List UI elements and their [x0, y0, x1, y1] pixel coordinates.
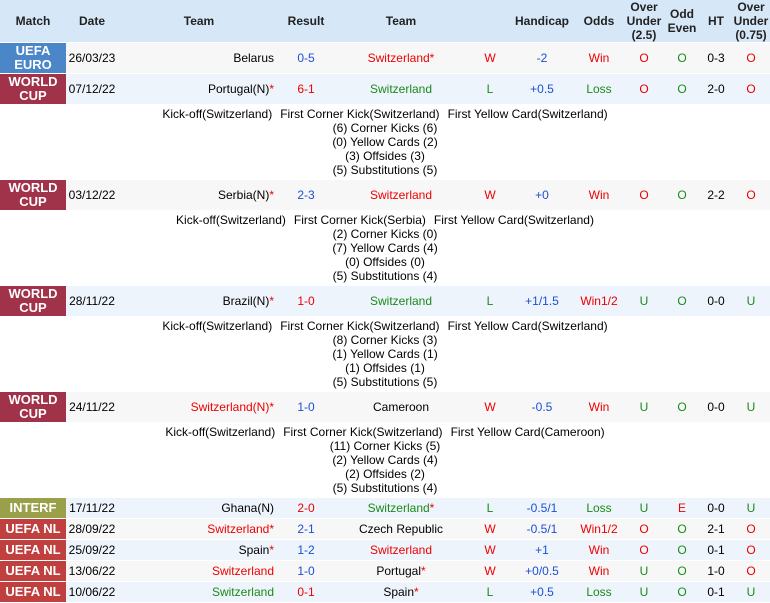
home-team-name: Switzerland [207, 522, 270, 536]
over-under-2-result: O [732, 43, 770, 74]
home-team-name: Switzerland [211, 564, 274, 578]
match-stat-line: (0) Offsides (0) [345, 255, 425, 269]
match-stats-block [0, 425, 770, 495]
half-time-score: 0-1 [700, 582, 732, 603]
header-row [0, 0, 770, 43]
match-first-event: First Corner Kick(Switzerland) [280, 319, 440, 333]
match-stat-line: (7) Yellow Cards (4) [332, 241, 438, 255]
away-star-marker: * [414, 585, 419, 599]
header-over-under: Over Under (2.5) [624, 0, 664, 43]
away-team-name: Switzerland [369, 294, 433, 308]
match-stat-line: (5) Substitutions (5) [332, 375, 438, 389]
header-over-under-2: Over Under (0.75) [733, 0, 769, 42]
match-date: 28/09/22 [66, 519, 118, 540]
handicap-value: -2 [510, 43, 574, 74]
win-loss-indicator: W [470, 540, 510, 561]
match-stats [66, 105, 770, 180]
away-team[interactable] [332, 392, 470, 423]
away-star-marker: * [429, 51, 435, 65]
over-under-2-result: O [732, 180, 770, 211]
odd-even-result: O [664, 582, 700, 603]
handicap-value: +0 [510, 180, 574, 211]
match-row[interactable] [0, 561, 770, 582]
home-team[interactable] [118, 180, 280, 211]
odds-result: Win [574, 43, 624, 74]
odd-even-result: O [664, 43, 700, 74]
match-score[interactable]: 0-1 [280, 582, 332, 603]
match-stat-line: (1) Yellow Cards (1) [332, 347, 438, 361]
match-row[interactable] [0, 582, 770, 603]
match-stat-line: (5) Substitutions (4) [332, 481, 438, 495]
match-date: 24/11/22 [66, 392, 118, 423]
match-stats [66, 317, 770, 392]
home-team[interactable] [118, 498, 280, 519]
away-team[interactable] [332, 498, 470, 519]
match-stat-line: (6) Corner Kicks (6) [332, 121, 438, 135]
home-team-name: Spain [238, 543, 270, 557]
over-under-2-result: O [732, 74, 770, 105]
away-star-marker: * [421, 564, 426, 578]
odd-even-result: O [664, 392, 700, 423]
match-firsts [0, 213, 770, 227]
over-under-result: U [624, 582, 664, 603]
over-under-result: O [624, 74, 664, 105]
match-date: 28/11/22 [66, 286, 118, 317]
away-team[interactable] [332, 286, 470, 317]
match-row[interactable] [0, 540, 770, 561]
match-date: 25/09/22 [66, 540, 118, 561]
half-time-score: 2-0 [700, 74, 732, 105]
match-firsts [0, 319, 770, 333]
odd-even-result: O [664, 519, 700, 540]
over-under-2-result: O [732, 561, 770, 582]
match-score[interactable]: 1-0 [280, 392, 332, 423]
competition-badge[interactable]: UEFA NL [0, 540, 66, 561]
away-team[interactable] [332, 561, 470, 582]
match-stat-line: (5) Substitutions (4) [332, 269, 438, 283]
odds-result: Win [574, 180, 624, 211]
home-star-marker: * [269, 82, 274, 96]
match-score[interactable]: 1-2 [280, 540, 332, 561]
away-team-name: Switzerland [369, 188, 433, 202]
match-detail-row [0, 105, 770, 180]
odds-result: Win [574, 540, 624, 561]
half-time-score: 1-0 [700, 561, 732, 582]
match-stat-line: (3) Offsides (3) [345, 149, 425, 163]
competition-badge[interactable]: UEFA NL [0, 561, 66, 582]
home-star-marker: * [269, 294, 274, 308]
match-firsts [0, 107, 770, 121]
match-stats-block [0, 319, 770, 389]
match-first-event: Kick-off(Switzerland) [176, 213, 286, 227]
match-stat-line: (5) Substitutions (5) [332, 163, 438, 177]
win-loss-indicator: W [470, 43, 510, 74]
away-team-name: Switzerland [369, 82, 433, 96]
home-team-name: Ghana(N) [221, 501, 274, 515]
half-time-score: 0-1 [700, 540, 732, 561]
home-team[interactable] [118, 561, 280, 582]
match-first-event: Kick-off(Switzerland) [162, 107, 273, 121]
match-stats-block [0, 107, 770, 177]
over-under-2-result: U [732, 498, 770, 519]
over-under-2-result: U [732, 392, 770, 423]
over-under-result: O [624, 519, 664, 540]
home-team-name: Serbia(N) [217, 188, 270, 202]
away-team[interactable] [332, 519, 470, 540]
away-team[interactable] [332, 74, 470, 105]
odd-even-result: E [664, 498, 700, 519]
odd-even-result: O [664, 180, 700, 211]
match-detail-row [0, 211, 770, 286]
match-row[interactable] [0, 519, 770, 540]
half-time-score: 0-0 [700, 498, 732, 519]
home-star-marker: * [269, 400, 274, 414]
match-first-event: First Corner Kick(Serbia) [293, 213, 426, 227]
away-team[interactable] [332, 43, 470, 74]
match-date: 03/12/22 [66, 180, 118, 211]
win-loss-indicator: W [470, 519, 510, 540]
home-team-name: Portugal(N) [207, 82, 270, 96]
match-first-event: Kick-off(Switzerland) [162, 319, 273, 333]
half-time-score: 0-3 [700, 43, 732, 74]
match-score[interactable]: 2-3 [280, 180, 332, 211]
home-team-name: Switzerland [211, 585, 274, 599]
away-team[interactable] [332, 582, 470, 603]
header-result: Result [280, 0, 332, 43]
match-first-event: First Yellow Card(Switzerland) [447, 107, 608, 121]
odds-result: Win1/2 [574, 519, 624, 540]
match-detail-row [0, 317, 770, 392]
over-under-result: U [624, 286, 664, 317]
match-first-event: First Corner Kick(Switzerland) [283, 425, 443, 439]
over-under-result: O [624, 43, 664, 74]
match-stat-line: (2) Yellow Cards (4) [332, 453, 438, 467]
handicap-value: +0.5 [510, 74, 574, 105]
match-first-event: First Yellow Card(Switzerland) [447, 319, 608, 333]
header-handicap: Handicap [510, 0, 574, 43]
over-under-result: U [624, 498, 664, 519]
away-team-name: Cameroon [372, 400, 430, 414]
match-stats [66, 211, 770, 286]
half-time-score: 2-2 [700, 180, 732, 211]
away-team-name: Switzerland [367, 501, 430, 515]
header-team1: Team [118, 0, 280, 43]
half-time-score: 2-1 [700, 519, 732, 540]
handicap-value: +1 [510, 540, 574, 561]
half-time-score: 0-0 [700, 392, 732, 423]
match-date: 17/11/22 [66, 498, 118, 519]
home-team[interactable] [118, 392, 280, 423]
over-under-result: O [624, 180, 664, 211]
home-star-marker: * [269, 522, 274, 536]
over-under-2-result: U [732, 286, 770, 317]
handicap-value: -0.5/1 [510, 519, 574, 540]
away-team[interactable] [332, 180, 470, 211]
match-firsts [0, 425, 770, 439]
home-team[interactable] [118, 540, 280, 561]
home-team-name: Belarus [233, 51, 274, 65]
header-odd-even: Odd Even [664, 0, 700, 43]
over-under-2-result: U [732, 582, 770, 603]
away-team-name: Switzerland [369, 543, 433, 557]
home-team[interactable] [118, 74, 280, 105]
match-detail-row [0, 423, 770, 498]
odds-result: Win [574, 392, 624, 423]
home-star-marker: * [269, 188, 274, 202]
half-time-score: 0-0 [700, 286, 732, 317]
home-team[interactable] [118, 582, 280, 603]
match-score[interactable]: 0-5 [280, 43, 332, 74]
win-loss-indicator: L [470, 582, 510, 603]
home-team-name: Switzerland(N) [190, 400, 270, 414]
match-stat-line: (11) Corner Kicks (5) [329, 439, 441, 453]
match-row[interactable] [0, 392, 770, 423]
match-first-event: Kick-off(Switzerland) [165, 425, 276, 439]
home-team[interactable] [118, 519, 280, 540]
match-row[interactable] [0, 498, 770, 519]
odds-result: Win [574, 561, 624, 582]
win-loss-indicator: W [470, 392, 510, 423]
away-star-marker: * [429, 501, 435, 515]
handicap-value: -0.5 [510, 392, 574, 423]
header-odds: Odds [574, 0, 624, 43]
win-loss-indicator: L [470, 498, 510, 519]
match-score[interactable]: 1-0 [280, 286, 332, 317]
handicap-value: -0.5/1 [510, 498, 574, 519]
over-under-2-result: O [732, 540, 770, 561]
match-stat-line: (0) Yellow Cards (2) [332, 135, 438, 149]
away-team[interactable] [332, 540, 470, 561]
home-team[interactable] [118, 286, 280, 317]
competition-badge[interactable]: UEFA NL [0, 519, 66, 540]
header-date: Date [66, 0, 118, 43]
header-team2: Team [332, 0, 470, 43]
away-team-name: Spain [383, 585, 415, 599]
competition-badge[interactable]: WORLD CUP [0, 286, 66, 317]
odd-even-result: O [664, 540, 700, 561]
match-date: 13/06/22 [66, 561, 118, 582]
match-date: 10/06/22 [66, 582, 118, 603]
competition-badge[interactable]: UEFA NL [0, 582, 66, 603]
win-loss-indicator: L [470, 74, 510, 105]
match-score[interactable]: 2-0 [280, 498, 332, 519]
match-score[interactable]: 6-1 [280, 74, 332, 105]
win-loss-indicator: L [470, 286, 510, 317]
match-stat-line: (1) Offsides (1) [345, 361, 425, 375]
odd-even-result: O [664, 286, 700, 317]
handicap-value: +0.5 [510, 582, 574, 603]
over-under-result: U [624, 561, 664, 582]
match-stat-line: (2) Offsides (2) [345, 467, 425, 481]
away-team-name: Portugal [376, 564, 422, 578]
competition-badge[interactable]: UEFA EURO [0, 43, 66, 74]
away-team-name: Czech Republic [358, 522, 444, 536]
match-date: 07/12/22 [66, 74, 118, 105]
match-stat-line: (2) Corner Kicks (0) [332, 227, 438, 241]
match-row[interactable] [0, 43, 770, 74]
header-match: Match [0, 0, 66, 43]
match-row[interactable] [0, 180, 770, 211]
header-ht: HT [700, 0, 732, 43]
over-under-result: O [624, 540, 664, 561]
match-score[interactable]: 2-1 [280, 519, 332, 540]
handicap-value: +1/1.5 [510, 286, 574, 317]
match-first-event: First Corner Kick(Switzerland) [280, 107, 440, 121]
competition-badge[interactable]: WORLD CUP [0, 74, 66, 105]
win-loss-indicator: W [470, 561, 510, 582]
odds-result: Loss [574, 582, 624, 603]
handicap-value: +0/0.5 [510, 561, 574, 582]
home-team[interactable] [118, 43, 280, 74]
win-loss-indicator: W [470, 180, 510, 211]
away-team-name: Switzerland [367, 51, 430, 65]
match-date: 26/03/23 [66, 43, 118, 74]
over-under-result: U [624, 392, 664, 423]
odds-result: Win1/2 [574, 286, 624, 317]
odd-even-result: O [664, 561, 700, 582]
match-stats-block [0, 213, 770, 283]
home-star-marker: * [269, 543, 274, 557]
competition-badge[interactable]: WORLD CUP [0, 392, 66, 423]
odd-even-result: O [664, 74, 700, 105]
match-first-event: First Yellow Card(Cameroon) [450, 425, 605, 439]
match-row[interactable] [0, 74, 770, 105]
header-wl [470, 0, 510, 43]
match-first-event: First Yellow Card(Switzerland) [433, 213, 594, 227]
competition-badge[interactable]: INTERF [0, 498, 66, 519]
match-stats [66, 423, 770, 498]
odds-result: Loss [574, 74, 624, 105]
home-team-name: Brazil(N) [222, 294, 270, 308]
match-stat-line: (8) Corner Kicks (3) [332, 333, 438, 347]
match-row[interactable] [0, 286, 770, 317]
over-under-2-result: O [732, 519, 770, 540]
competition-badge[interactable]: WORLD CUP [0, 180, 66, 211]
match-score[interactable]: 1-0 [280, 561, 332, 582]
odds-result: Loss [574, 498, 624, 519]
